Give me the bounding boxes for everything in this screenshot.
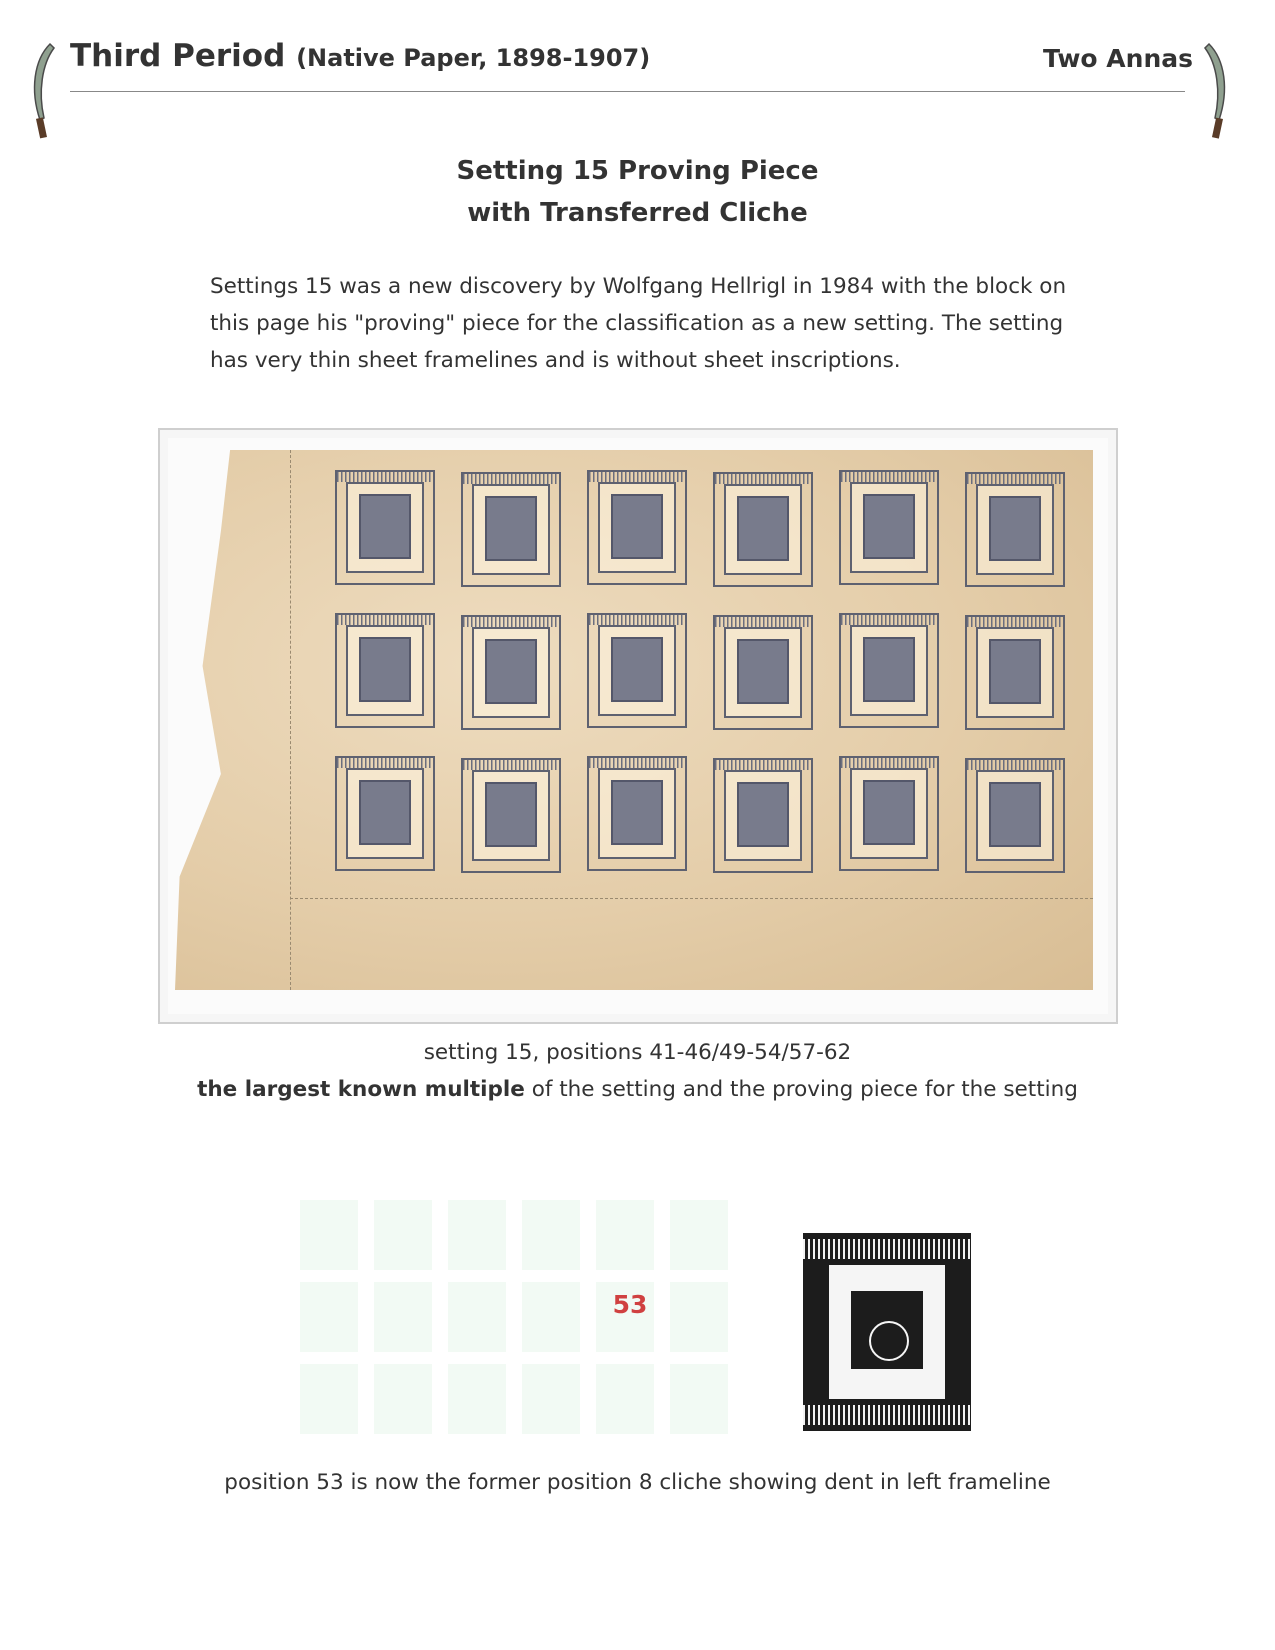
sheet-frameline bbox=[290, 450, 291, 990]
stamp bbox=[713, 758, 813, 873]
position-number: 53 bbox=[612, 1290, 648, 1319]
stamp bbox=[839, 756, 939, 871]
stamp bbox=[461, 472, 561, 587]
block-note-text: of the setting and the proving piece for the setting bbox=[524, 1077, 1078, 1102]
stamp bbox=[335, 613, 435, 728]
position-cell bbox=[596, 1364, 654, 1434]
stamp bbox=[587, 470, 687, 585]
position-cell bbox=[300, 1200, 358, 1270]
stamp bbox=[461, 615, 561, 730]
position-cell bbox=[374, 1200, 432, 1270]
stamp bbox=[839, 613, 939, 728]
stamp bbox=[839, 470, 939, 585]
stamp bbox=[335, 756, 435, 871]
stamp bbox=[713, 615, 813, 730]
block-caption: setting 15, positions 41-46/49-54/57-62 bbox=[423, 1040, 852, 1065]
stamp-center bbox=[485, 496, 537, 561]
stamp bbox=[713, 472, 813, 587]
stamp-block-image bbox=[175, 450, 1093, 990]
page-heading bbox=[0, 150, 1275, 234]
stamp-center bbox=[737, 782, 789, 847]
stamp-center bbox=[863, 637, 915, 702]
position-cell bbox=[670, 1282, 728, 1352]
stamp-center bbox=[611, 637, 663, 702]
stamp-center bbox=[863, 494, 915, 559]
stamp-center bbox=[989, 496, 1041, 561]
position-cell bbox=[374, 1364, 432, 1434]
stamp-center bbox=[863, 780, 915, 845]
sheet-frameline bbox=[290, 898, 1093, 899]
stamp-center bbox=[359, 494, 411, 559]
block-note-emphasis: the largest known multiple bbox=[197, 1077, 525, 1102]
stamp-center bbox=[485, 782, 537, 847]
position-cell bbox=[448, 1200, 506, 1270]
stamp bbox=[965, 758, 1065, 873]
block-note bbox=[0, 1077, 1275, 1102]
page-heading-line2: with Transferred Cliche bbox=[467, 198, 808, 228]
stamp bbox=[965, 472, 1065, 587]
position-cell bbox=[522, 1282, 580, 1352]
stamp-center bbox=[737, 639, 789, 704]
stamp bbox=[461, 758, 561, 873]
stamp-center bbox=[611, 780, 663, 845]
stamp-center bbox=[485, 639, 537, 704]
position-cell bbox=[596, 1200, 654, 1270]
stamp bbox=[965, 615, 1065, 730]
period-title-dates: (Native Paper, 1898-1907) bbox=[296, 44, 651, 72]
cliche-center bbox=[851, 1291, 923, 1369]
cliche-emblem bbox=[869, 1321, 909, 1361]
position-cell bbox=[448, 1364, 506, 1434]
header-divider bbox=[70, 91, 1185, 92]
stamp-center bbox=[611, 494, 663, 559]
cliche-border bbox=[803, 1405, 971, 1425]
position-cell bbox=[374, 1282, 432, 1352]
stamp-center bbox=[359, 780, 411, 845]
position-cell bbox=[448, 1282, 506, 1352]
kukri-icon bbox=[1195, 40, 1231, 140]
stamp bbox=[587, 756, 687, 871]
stamp-center bbox=[989, 782, 1041, 847]
stamp-center bbox=[989, 639, 1041, 704]
period-title-main: Third Period bbox=[70, 38, 286, 74]
cliche-caption: position 53 is now the former position 8 cliche showing dent in left frameline bbox=[224, 1470, 1051, 1495]
position-cell bbox=[522, 1200, 580, 1270]
position-cell bbox=[670, 1364, 728, 1434]
stamp bbox=[335, 470, 435, 585]
intro-paragraph: Settings 15 was a new discovery by Wolfgang Hellrigl in 1984 with the block on this page his "proving" piece for the classification as a new setting. The setting has very thin sheet framelines and is without sheet inscriptions. bbox=[210, 274, 1067, 373]
page-heading-line1: Setting 15 Proving Piece bbox=[456, 156, 819, 186]
denomination-label: Two Annas bbox=[1043, 44, 1193, 73]
position-cell bbox=[670, 1200, 728, 1270]
cliche-border bbox=[803, 1239, 971, 1259]
kukri-icon bbox=[28, 40, 64, 140]
position-cell bbox=[522, 1364, 580, 1434]
position-cell bbox=[300, 1364, 358, 1434]
stamp bbox=[587, 613, 687, 728]
stamp-center bbox=[737, 496, 789, 561]
period-title bbox=[70, 38, 650, 74]
position-cell bbox=[300, 1282, 358, 1352]
stamp-center bbox=[359, 637, 411, 702]
cliche-image bbox=[803, 1233, 971, 1431]
